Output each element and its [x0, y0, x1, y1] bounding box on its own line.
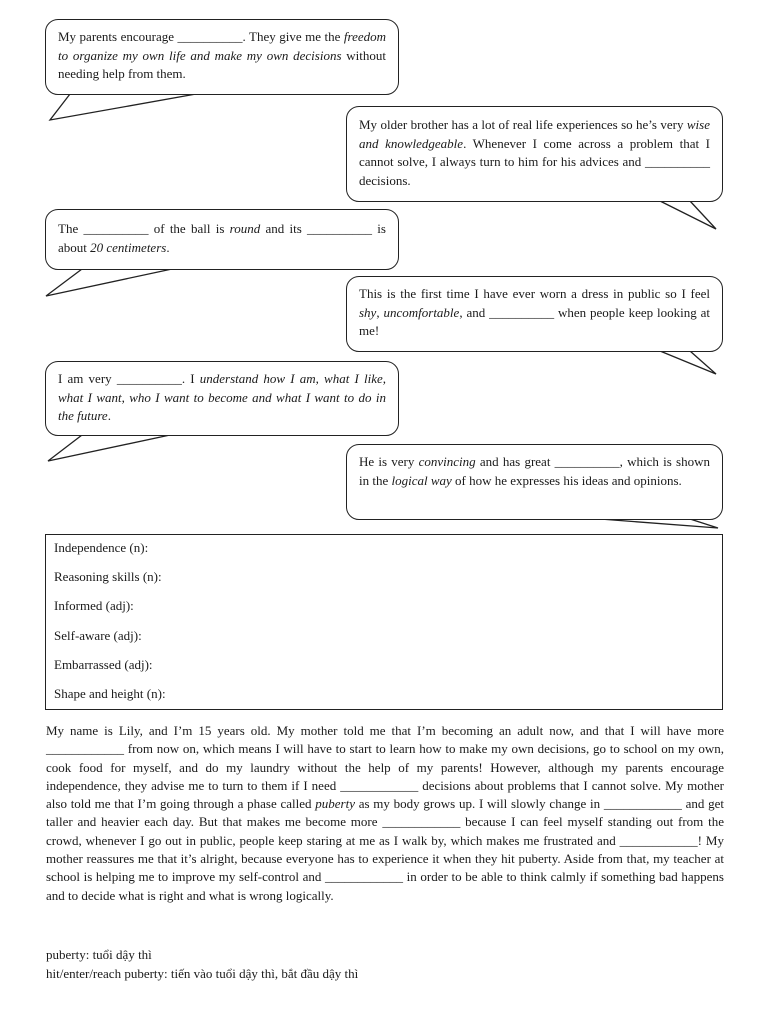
blank[interactable]: __________ [645, 154, 710, 169]
blank[interactable]: ____________ [46, 741, 124, 757]
vocab-item: Informed (adj): [54, 598, 134, 614]
bubble-5-tail [48, 435, 170, 461]
speech-bubble-6 [346, 444, 723, 520]
blank[interactable]: __________ [489, 304, 555, 320]
bubble-2-text: My older brother has a lot of real life experiences so he’s very wise and knowledgeable. Whenever I come across a problem that I cannot solve, I always turn to him for his advices and __________ decisions. [359, 117, 710, 188]
bubble-4-tail [660, 351, 716, 374]
bubble-3-tail [46, 269, 172, 296]
bubble-1-text: My parents encourage __________. They give me the freedom to organize my own life and make my own decisions without needing help from them. [58, 29, 387, 81]
blank[interactable]: __________ [177, 29, 243, 44]
blank[interactable]: __________ [116, 371, 182, 386]
blank[interactable]: ____________ [382, 814, 461, 830]
speech-bubble-4 [346, 276, 723, 352]
bubble-4-text: This is the first time I have ever worn a dress in public so I feel shy, uncomfortable, and __________ when people keep looking at me! [359, 286, 710, 338]
vocab-item: Independence (n): [54, 540, 149, 555]
blank[interactable]: __________ [83, 221, 149, 236]
speech-bubble-3 [45, 209, 399, 270]
speech-bubble-1 [45, 19, 399, 95]
bubble-6-text: He is very convincing and has great __________, which is shown in the logical way of how he expresses his ideas and opinions. [359, 454, 710, 488]
bubble-5-text: I am very __________. I understand how I am, what I like, what I want, who I want to become and what I want to do in the future. [58, 371, 386, 423]
vocab-item: Self-aware (adj): [54, 627, 142, 643]
glossary-line-1: puberty: tuổi dậy thì [46, 947, 152, 962]
bubble-3-text: The __________ of the ball is round and its __________ is about 20 centimeters. [58, 221, 386, 255]
vocab-item: Shape and height (n): [54, 685, 166, 701]
vocabulary-box [45, 534, 723, 710]
speech-bubble-2 [346, 106, 723, 202]
bubble-6-tail [600, 519, 718, 528]
bubble-2-tail [660, 201, 716, 229]
bubble-1-tail [50, 94, 196, 120]
blank[interactable]: __________ [554, 454, 620, 469]
story-paragraph: My name is Lily, and I’m 15 years old. My mother told me that I’m becoming an adult now, and that I will have more ____________ from now on, which means I will have to start to learn how to make my own decisions, go to school on my own, cook food for myself, and do my laundry without the help of my parents! However, although my parents encourage independence, they advise me to turn to them if I need ____________ decisions about problems that I cannot solve. My mother also told me that I’m going through a phase called puberty as my body grows up. I will slowly change in ____________ and get taller and heavier each day. But that makes me become more ____________ because I can feel myself standing out from the crowd, whenever I go out in public, people keep staring at me as I walk by, which makes me frustrated and ____________! My mother reassures me that it’s alright, because everyone has to experience it when they hit puberty. Aside from that, my teacher at school is helping me to improve my self-control and ____________ in order to be able to think calmly if something bad happens and to decide what is right and what is wrong logically. [46, 723, 724, 903]
blank[interactable]: ____________ [340, 777, 419, 793]
blank[interactable]: ____________ [603, 796, 682, 812]
blank[interactable]: ____________ [619, 832, 698, 848]
vocab-item: Embarrassed (adj): [54, 656, 153, 672]
blank[interactable]: __________ [307, 221, 373, 236]
vocab-item: Reasoning skills (n): [54, 569, 162, 585]
speech-bubble-5 [45, 361, 399, 436]
glossary-line-2: hit/enter/reach puberty: tiến vào tuổi dậy thì, bắt đầu dậy thì [46, 966, 359, 981]
blank[interactable]: ____________ [325, 869, 404, 885]
